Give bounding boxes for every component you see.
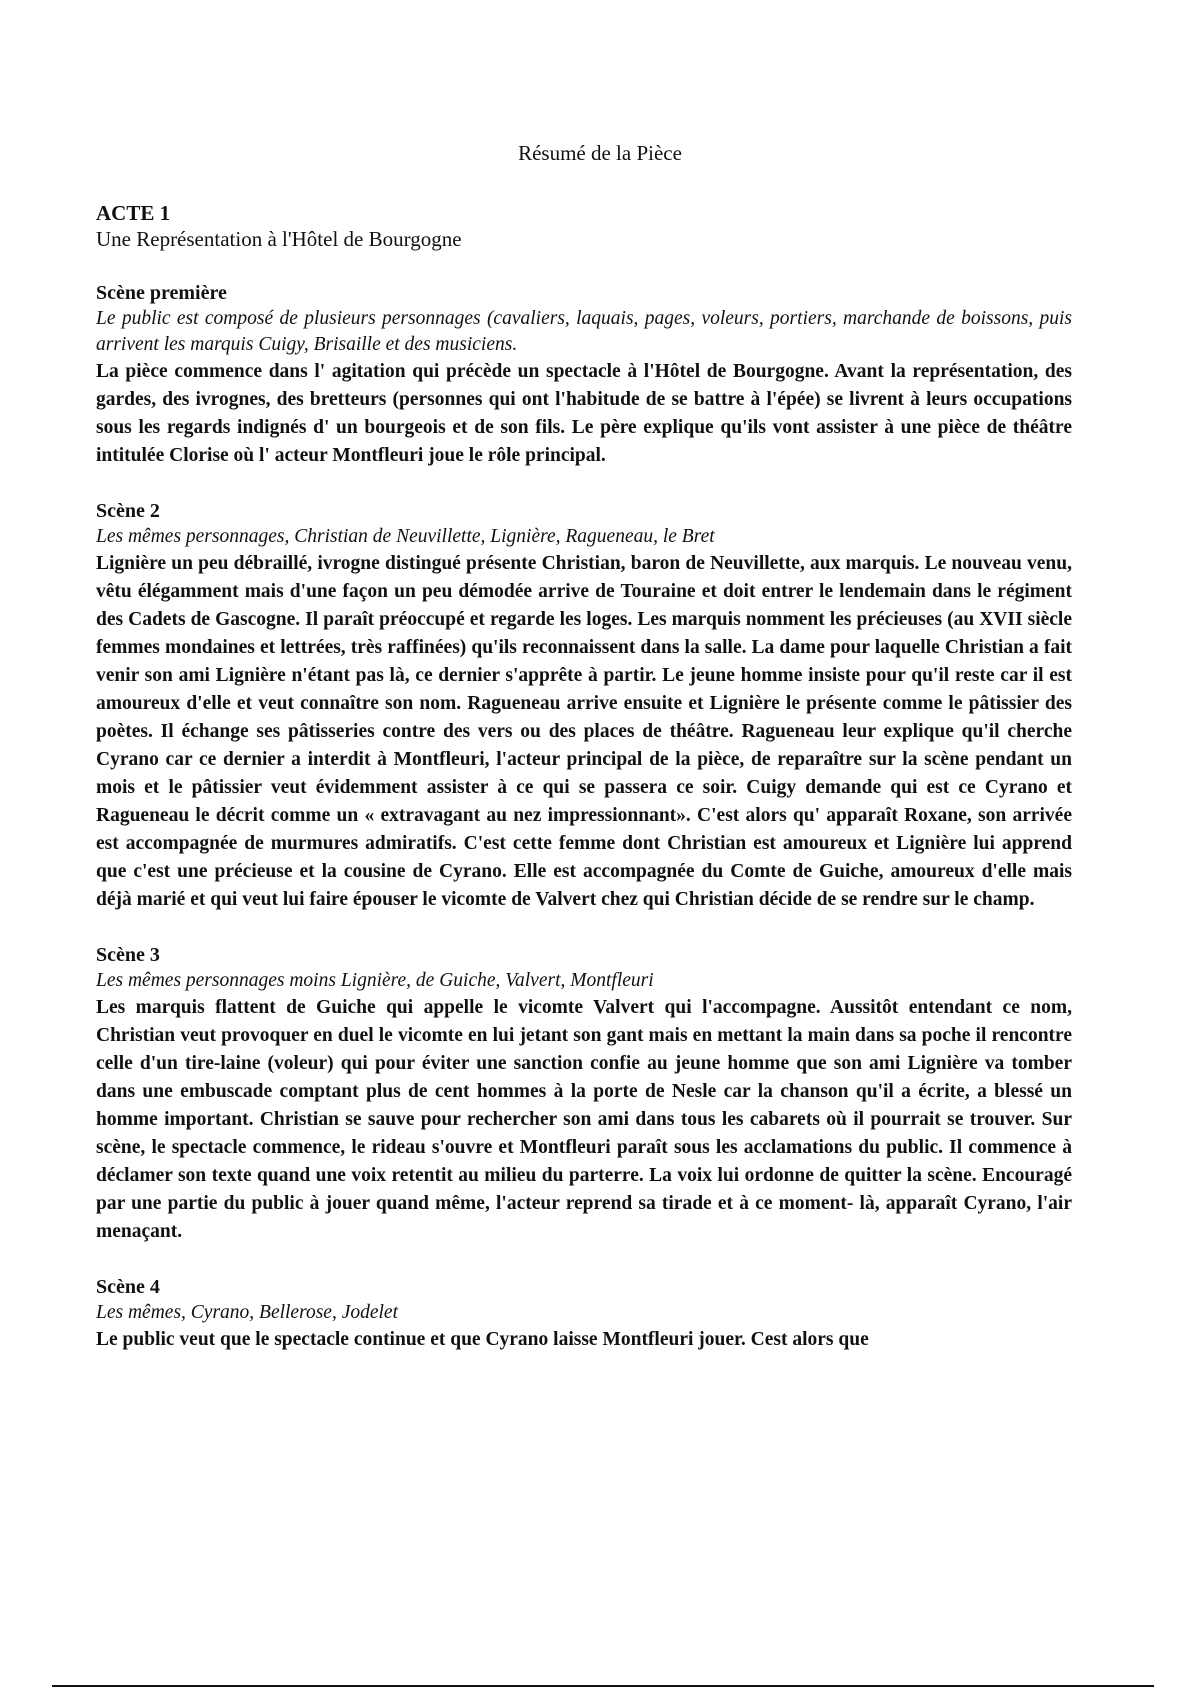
acte-heading: ACTE 1 [96,201,171,225]
scene-summary: Le public veut que le spectacle continue et que Cyrano laisse Montfleuri jouer. Cest alors que [96,1329,869,1350]
scene-summary: Les marquis flattent de Guiche qui appelle le vicomte Valvert qui l'accompagne. Aussitôt entendant ce nom, Christian veut provoquer en duel le vicomte en lui jetant son gant mais en mettant la main dans sa poche il rencontre celle d'un tire-laine (voleur) qui pour éviter une sanction confie au jeune homme que son ami Lignière va tomber dans une embuscade comptant plus de cent hommes à la porte de Nesle car la chanson qu'il a écrite, a blessé un homme important. Christian se sauve pour rechercher son ami dans tous les cabarets où il pourrait se trouver. Sur scène, le spectacle commence, le rideau s'ouvre et Montfleuri paraît sous les acclamations du public. Il commence à déclamer son texte quand une voix retentit au milieu du parterre. La voix lui ordonne de quitter la scène. Encouragé par une partie du public à jouer quand même, l'acteur reprend sa tirade et à ce moment- là, apparaît Cyrano, l'air menaçant. [96,997,1072,1242]
scene-characters: Le public est composé de plusieurs personnages (cavaliers, laquais, pages, voleurs, portiers, marchande de boissons, puis arrivent les marquis Cuigy, Brisaille et des musiciens. [96,308,1072,355]
scene-characters: Les mêmes personnages moins Lignière, de Guiche, Valvert, Montfleuri [96,970,654,991]
document-title: Résumé de la Pièce [518,141,682,165]
scene-characters: Les mêmes, Cyrano, Bellerose, Jodelet [96,1302,398,1323]
scene-2 [96,498,1072,914]
scene-heading: Scène première [96,282,227,304]
document-content [96,200,1072,1382]
scene-summary: Lignière un peu débraillé, ivrogne distingué présente Christian, baron de Neuvillette, aux marquis. Le nouveau venu, vêtu élégamment mais d'une façon un peu démodée arrive de Touraine et doit entrer le lendemain dans le régiment des Cadets de Gascogne. Il paraît préoccupé et regarde les loges. Les marquis nomment les précieuses (au XVII siècle femmes mondaines et lettrées, très raffinées) qu'ils reconnaissent dans la salle. La dame pour laquelle Christian a fait venir son ami Lignière n'étant pas là, ce dernier s'apprête à partir. Le jeune homme insiste pour qu'il reste car il est amoureux d'elle et veut connaître son nom. Ragueneau arrive ensuite et Lignière le présente comme le pâtissier des poètes. Il échange ses pâtisseries contre des vers ou des places de théâtre. Ragueneau leur explique qu'il cherche Cyrano car ce dernier a interdit à Montfleuri, l'acteur principal de la pièce, de reparaître sur la scène pendant un mois et le pâtissier veut évidemment assister à ce qui se passera ce soir. Cuigy demande qui est ce Cyrano et Ragueneau le décrit comme un « extravagant au nez impressionnant». C'est alors qu' apparaît Roxane, son arrivée est accompagnée de murmures admiratifs. C'est cette femme dont Christian est amoureux et Lignière lui apprend que c'est une précieuse et la cousine de Cyrano. Elle est accompagnée du Comte de Guiche, amoureux d'elle mais déjà marié et qui veut lui faire épouser le vicomte de Valvert chez qui Christian décide de se rendre sur le champ. [96,553,1072,910]
scene-heading: Scène 4 [96,1276,160,1298]
scene-heading: Scène 2 [96,500,160,522]
scene-1 [96,280,1072,470]
page-bottom-rule [52,1685,1154,1687]
scene-3 [96,942,1072,1246]
scene-heading: Scène 3 [96,944,160,966]
scene-summary: La pièce commence dans l' agitation qui précède un spectacle à l'Hôtel de Bourgogne. Avant la représentation, des gardes, des ivrognes, des bretteurs (personnes qui ont l'habitude de se battre à l'épée) se livrent à leurs occupations sous les regards indignés d' un bourgeois et de son fils. Le père explique qu'ils vont assister à une pièce de théâtre intitulée Clorise où l' acteur Montfleuri joue le rôle principal. [96,361,1072,466]
scene-4 [96,1274,1072,1354]
scene-characters: Les mêmes personnages, Christian de Neuvillette, Lignière, Ragueneau, le Bret [96,526,715,547]
acte-subtitle: Une Représentation à l'Hôtel de Bourgogne [96,227,462,251]
